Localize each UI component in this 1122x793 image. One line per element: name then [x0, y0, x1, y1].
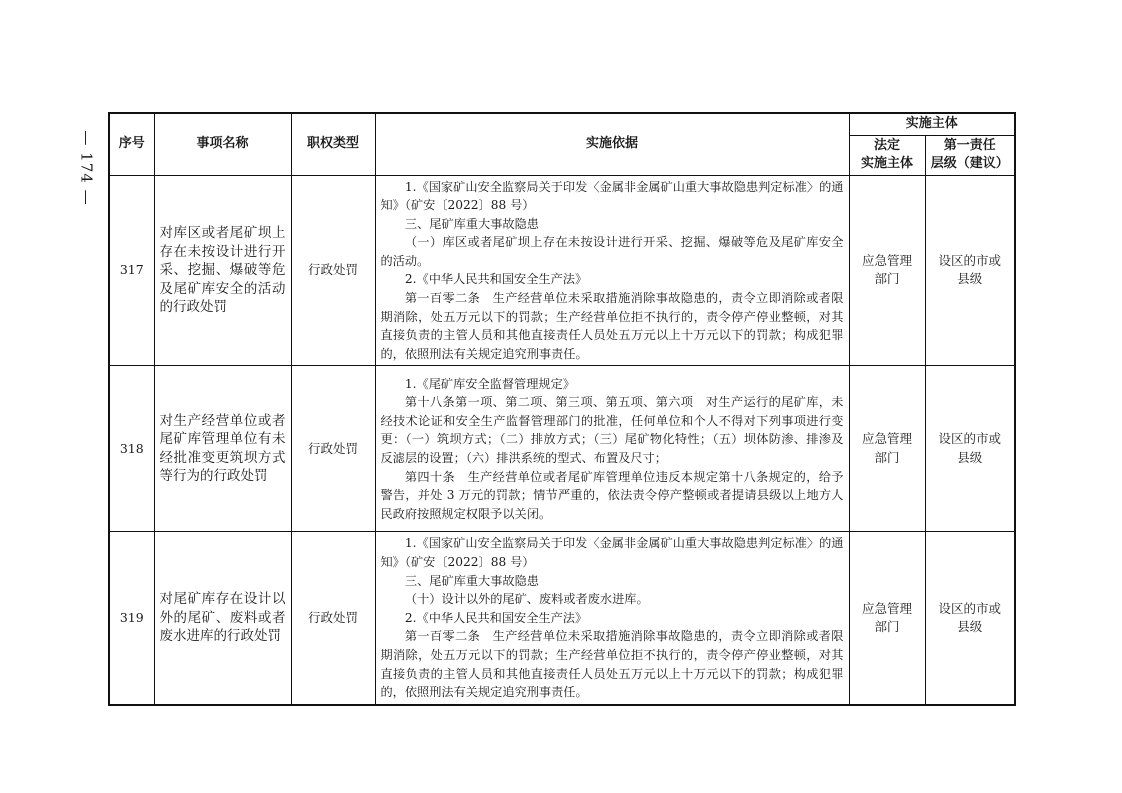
row-type: 行政处罚: [291, 366, 375, 532]
authority-table: [108, 112, 1016, 706]
row-first-level: 设区的市或县级: [925, 366, 1015, 532]
row-basis: [375, 175, 849, 366]
row-first-level: 设区的市或县级: [925, 532, 1015, 705]
basis-paragraph: 2.《中华人民共和国安全生产法》: [404, 610, 588, 625]
row-legal-subject: 应急管理部门: [849, 532, 925, 705]
basis-paragraph: 三、尾矿库重大事故隐患: [404, 573, 539, 588]
header-legal-subject: 法定 实施主体: [849, 135, 925, 175]
basis-paragraph: 第四十条 生产经营单位或者尾矿库管理单位违反本规定第十八条规定的，给予警告，并处 3 万元的罚款；情节严重的，依法责令停产整顿或者提请县级以上地方人民政府按照规定权限予以关闭。: [380, 469, 844, 521]
basis-paragraph: 1.《国家矿山安全监察局关于印发〈金属非金属矿山重大事故隐患判定标准〉的通知》（矿安〔2022〕88 号）: [380, 179, 844, 213]
basis-paragraph: 第十八条第一项、第二项、第三项、第五项、第六项 对生产运行的尾矿库，未经技术论证和安全生产监督管理部门的批准，任何单位和个人不得对下列事项进行变更：（一）筑坝方式；（二）排放方式；（三）尾矿物化特性；（五）坝体防渗、排渗及反滤层的设置；（六）排洪系统的型式、布置及尺寸；: [380, 395, 844, 465]
basis-paragraph: （一）库区或者尾矿坝上存在未按设计进行开采、挖掘、爆破等危及尾矿库安全的活动。: [380, 235, 844, 268]
row-first-level: 设区的市或县级: [925, 175, 1015, 366]
row-name: 对生产经营单位或者尾矿库管理单位有未经批准变更筑坝方式等行为的行政处罚: [154, 366, 291, 532]
basis-paragraph: 第一百零二条 生产经营单位未采取措施消除事故隐患的，责令立即消除或者限期消除，处五万元以下的罚款；生产经营单位拒不执行的，责令停产停业整顿，对其直接负责的主管人员和其他直接责任人员处五万元以上十万元以下的罚款；构成犯罪的，依照刑法有关规定追究刑事责任。: [380, 629, 844, 700]
row-type: 行政处罚: [291, 532, 375, 705]
row-legal-subject: 应急管理部门: [849, 175, 925, 366]
row-legal-subject: 应急管理部门: [849, 366, 925, 532]
header-name: 事项名称: [154, 113, 291, 175]
row-name: 对尾矿库存在设计以外的尾矿、废料或者废水进库的行政处罚: [154, 532, 291, 705]
header-basis: 实施依据: [375, 113, 849, 175]
table-row: [109, 175, 1015, 366]
row-seq: 319: [109, 532, 154, 705]
header-seq: 序号: [109, 113, 154, 175]
table-row: [109, 532, 1015, 705]
row-basis: [375, 532, 849, 705]
table-row: [109, 366, 1015, 532]
basis-paragraph: 2.《中华人民共和国安全生产法》: [404, 272, 588, 287]
header-first-level: 第一责任 层级（建议）: [925, 135, 1015, 175]
page-number: [72, 118, 102, 218]
row-seq: 318: [109, 366, 154, 532]
basis-paragraph: 1.《尾矿库安全监督管理规定》: [404, 376, 575, 391]
header-type: 职权类型: [291, 113, 375, 175]
basis-paragraph: 1.《国家矿山安全监察局关于印发〈金属非金属矿山重大事故隐患判定标准〉的通知》（矿安〔2022〕88 号）: [380, 536, 844, 570]
row-seq: 317: [109, 175, 154, 366]
row-name: 对库区或者尾矿坝上存在未按设计进行开采、挖掘、爆破等危及尾矿库安全的活动的行政处罚: [154, 175, 291, 366]
row-type: 行政处罚: [291, 175, 375, 366]
page-number-text: — 174 —: [78, 130, 97, 206]
row-basis: [375, 366, 849, 532]
header-subject: 实施主体: [849, 113, 1015, 135]
basis-paragraph: 第一百零二条 生产经营单位未采取措施消除事故隐患的，责令立即消除或者限期消除，处五万元以下的罚款；生产经营单位拒不执行的，责令停产停业整顿，对其直接负责的主管人员和其他直接责任人员处五万元以上十万元以下的罚款；构成犯罪的，依照刑法有关规定追究刑事责任。: [380, 291, 844, 361]
basis-paragraph: （十）设计以外的尾矿、废料或者废水进库。: [404, 592, 649, 607]
basis-paragraph: 三、尾矿库重大事故隐患: [404, 216, 539, 231]
